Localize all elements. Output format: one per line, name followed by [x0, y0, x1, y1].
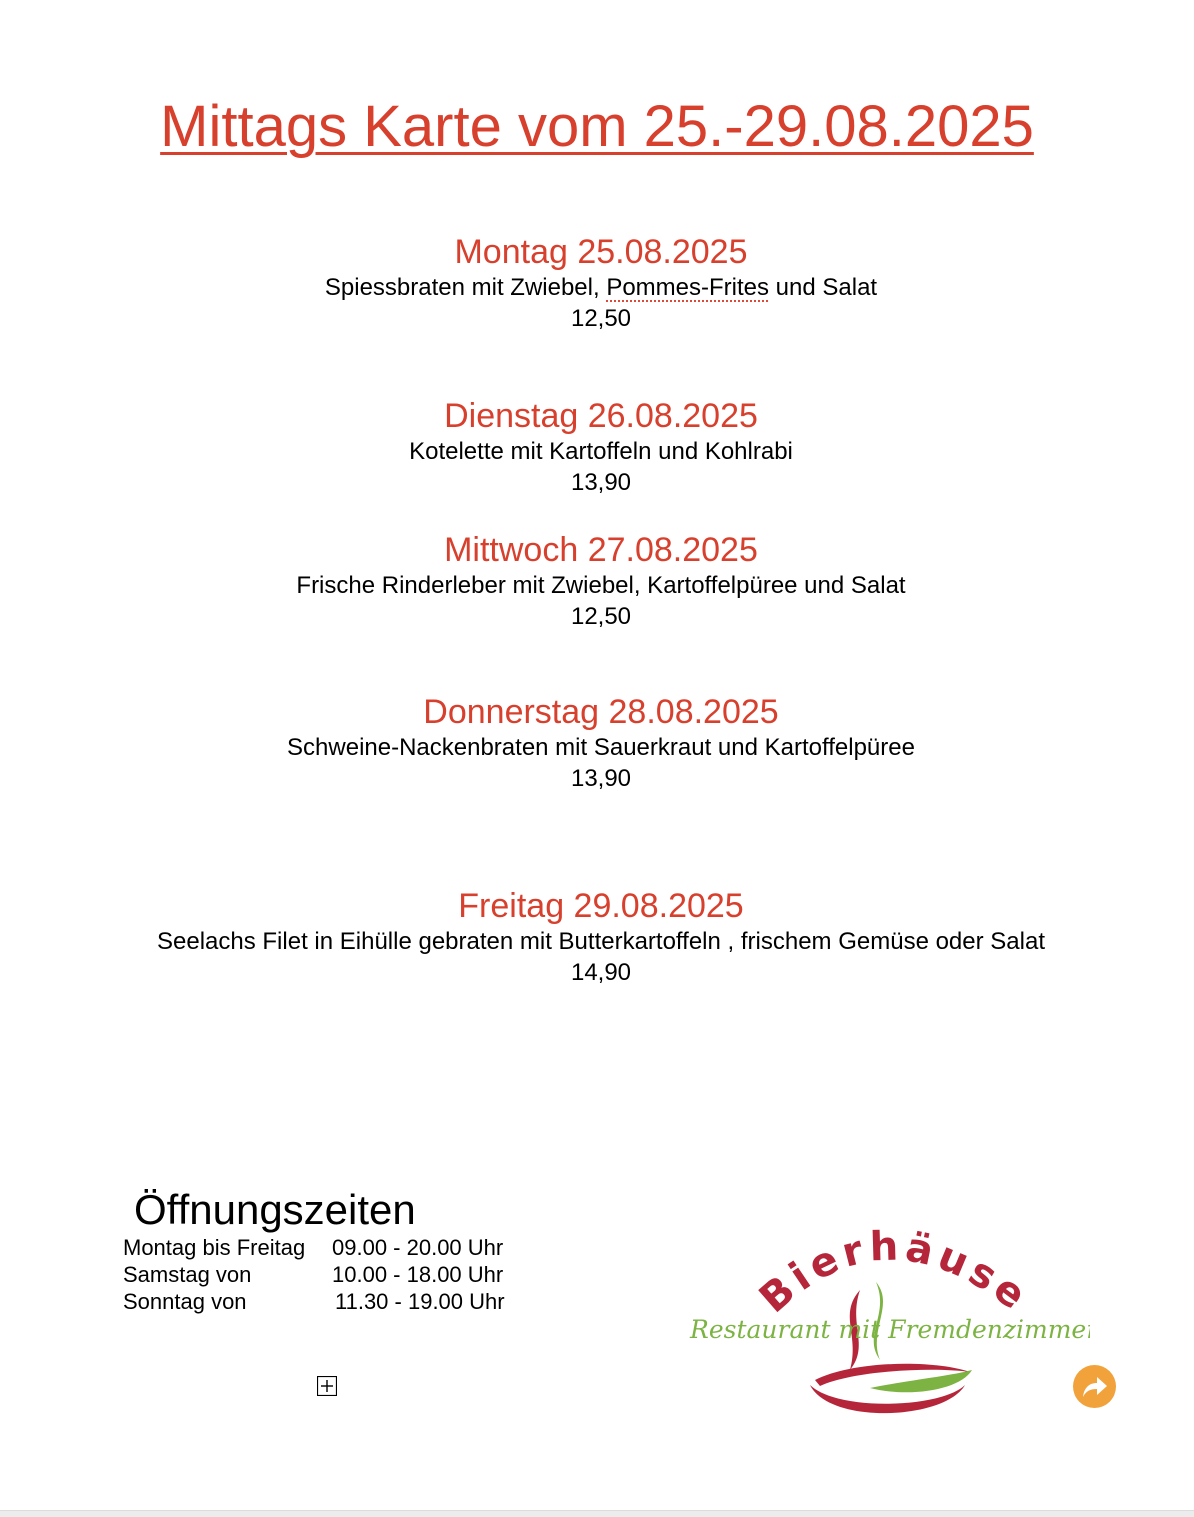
svg-text:Bierhäusel [680, 1220, 1038, 1322]
opening-hours-days: Montag bis Freitag [123, 1235, 306, 1260]
day-name: Freitag 29.08.2025 [458, 887, 744, 925]
dish-description [0, 272, 1194, 304]
restaurant-logo [680, 1220, 1090, 1430]
logo-brand-name: Bierhäuse [750, 1223, 1039, 1323]
dish-price: 13,90 [570, 469, 632, 496]
dish-text-part: Spiessbraten mit Zwiebel, [324, 274, 607, 301]
day-wednesday [0, 530, 1194, 632]
opening-hours-time: 10.00 - 18.00 Uhr [332, 1262, 504, 1287]
opening-hours-time: 09.00 - 20.00 Uhr [332, 1235, 504, 1260]
day-friday [0, 886, 1194, 988]
opening-hours-days: Sonntag von [123, 1289, 247, 1314]
day-thursday [0, 692, 1194, 794]
day-name: Dienstag 26.08.2025 [444, 397, 758, 435]
day-monday [0, 232, 1194, 334]
share-arrow-icon [1082, 1375, 1108, 1399]
dish-description: Schweine-Nackenbraten mit Sauerkraut und Kartoffelpüree [287, 734, 915, 761]
opening-hours-days: Samstag von [123, 1262, 252, 1287]
opening-hours-title: Öffnungszeiten [134, 1186, 416, 1233]
page-title: Mittags Karte vom 25.-29.08.2025 [160, 94, 1034, 159]
dish-description: Seelachs Filet in Eihülle gebraten mit Butterkartoffeln , frischem Gemüse oder Salat [157, 928, 1045, 955]
dish-price: 13,90 [570, 765, 632, 792]
spellcheck-flagged-word[interactable]: Pommes-Frites [606, 274, 770, 301]
share-button[interactable] [1073, 1365, 1116, 1408]
day-name: Mittwoch 27.08.2025 [444, 531, 758, 569]
dish-price: 14,90 [570, 959, 632, 986]
dish-description: Kotelette mit Kartoffeln und Kohlrabi [409, 438, 793, 465]
dish-price: 12,50 [570, 603, 632, 630]
day-name: Donnerstag 28.08.2025 [423, 693, 779, 731]
opening-hours-time: 11.30 - 19.00 Uhr [335, 1289, 505, 1314]
expand-box-icon[interactable] [317, 1376, 337, 1396]
logo-bowl-green [870, 1370, 972, 1392]
logo-tagline: Restaurant mit Fremdenzimmer [690, 1315, 1090, 1344]
dish-price: 12,50 [570, 305, 632, 332]
dish-description: Frische Rinderleber mit Zwiebel, Kartoffelpüree und Salat [296, 572, 906, 599]
day-name: Montag 25.08.2025 [454, 233, 748, 271]
dish-text-part: und Salat [769, 274, 878, 301]
day-tuesday [0, 396, 1194, 498]
